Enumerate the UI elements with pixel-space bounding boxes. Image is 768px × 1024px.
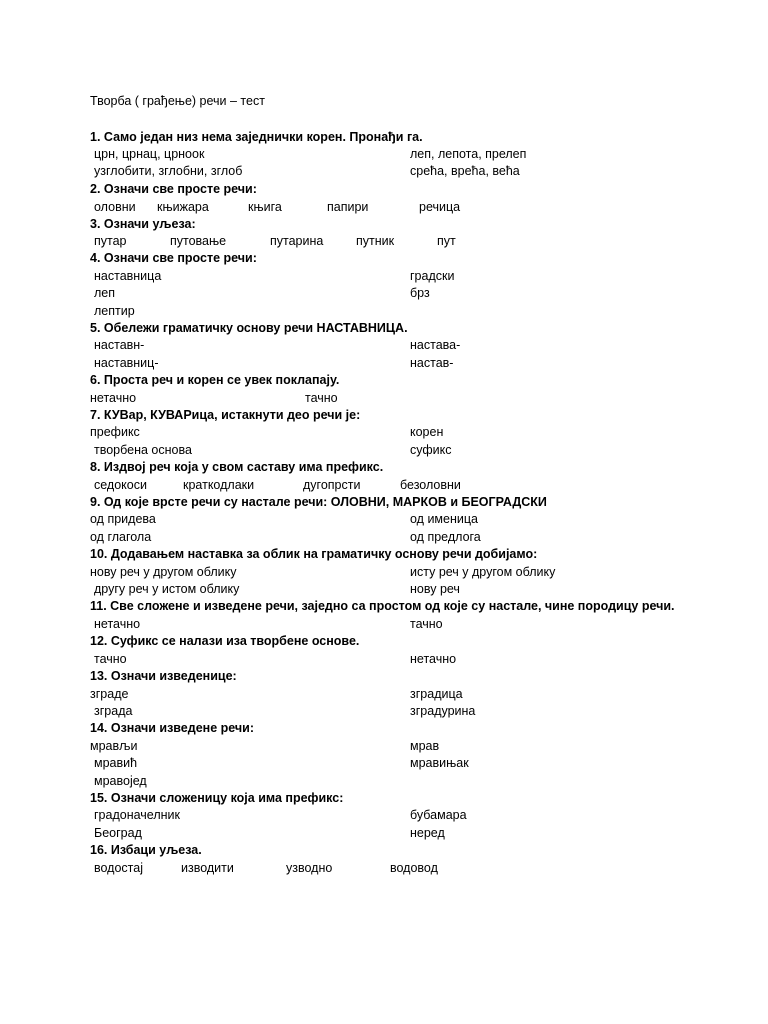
answer-option: нетачно: [410, 652, 457, 666]
answer-option: лептир: [94, 304, 135, 318]
answer-option: тачно: [410, 617, 443, 631]
answer-option: мравињак: [410, 756, 469, 770]
answer-option: седокоси: [94, 478, 147, 492]
answer-option: бубамара: [410, 808, 467, 822]
answer-option: леп, лепота, прелеп: [410, 147, 527, 161]
answer-option: нову реч у другом облику: [90, 565, 237, 579]
answer-option: зграда: [94, 704, 133, 718]
question-11: 11. Све сложене и изведене речи, заједно са простом од које су настале, чине породицу речи.: [90, 599, 675, 613]
answer-option: корен: [410, 425, 444, 439]
answer-option: водостај: [94, 861, 143, 875]
answer-option: наставниц-: [94, 356, 159, 370]
answer-option: од придева: [90, 512, 156, 526]
answer-option: леп: [94, 286, 116, 300]
question-1: 1. Само један низ нема заједнички корен. Пронађи га.: [90, 130, 423, 144]
answer-option: узглобити, зглобни, зглоб: [94, 164, 243, 178]
question-3: 3. Означи уљеза:: [90, 217, 196, 231]
answer-option: нетачно: [90, 391, 137, 405]
answer-option: творбена основа: [94, 443, 192, 457]
answer-option: срећа, врећа, већа: [410, 164, 520, 178]
answer-option: тачно: [305, 391, 338, 405]
answer-option: путарина: [270, 234, 324, 248]
answer-option: безоловни: [400, 478, 461, 492]
answer-option: од именица: [410, 512, 478, 526]
answer-option: исту реч у другом облику: [410, 565, 556, 579]
answer-option: од предлога: [410, 530, 481, 544]
answer-option: књижара: [157, 200, 209, 214]
answer-option: градски: [410, 269, 455, 283]
answer-option: нову реч: [410, 582, 460, 596]
answer-option: краткодлаки: [183, 478, 255, 492]
question-2: 2. Означи све просте речи:: [90, 182, 257, 196]
answer-option: мрав: [410, 739, 440, 753]
answer-option: мрављи: [90, 739, 138, 753]
answer-option: дугопрсти: [303, 478, 361, 492]
answer-option: оловни: [94, 200, 136, 214]
answer-option: црн, црнац, црноок: [94, 147, 205, 161]
answer-option: путовање: [170, 234, 227, 248]
answer-option: префикс: [90, 425, 140, 439]
answer-option: наставн-: [94, 338, 145, 352]
question-10: 10. Додавањем наставка за облик на граматичку основу речи добијамо:: [90, 547, 538, 561]
question-6: 6. Проста реч и корен се увек поклапају.: [90, 373, 340, 387]
answer-option: нетачно: [94, 617, 141, 631]
question-9: 9. Од које врсте речи су настале речи: ОЛОВНИ, МАРКОВ и БЕОГРАДСКИ: [90, 495, 547, 509]
answer-option: другу реч у истом облику: [94, 582, 240, 596]
answer-option: суфикс: [410, 443, 452, 457]
question-15: 15. Означи сложеницу која има префикс:: [90, 791, 344, 805]
answer-option: брз: [410, 286, 430, 300]
answer-option: од глагола: [90, 530, 152, 544]
answer-option: путар: [94, 234, 127, 248]
answer-option: Београд: [94, 826, 142, 840]
answer-option: узводно: [286, 861, 333, 875]
answer-option: зградица: [410, 687, 463, 701]
answer-option: наставница: [94, 269, 162, 283]
question-5: 5. Обележи граматичку основу речи НАСТАВНИЦА.: [90, 321, 408, 335]
question-12: 12. Суфикс се налази иза творбене основе.: [90, 634, 360, 648]
answer-option: водовод: [390, 861, 438, 875]
answer-option: зграде: [90, 687, 129, 701]
answer-option: папири: [327, 200, 369, 214]
answer-option: путник: [356, 234, 395, 248]
answer-option: изводити: [181, 861, 234, 875]
question-8: 8. Издвој реч која у свом саставу има префикс.: [90, 460, 384, 474]
answer-option: настав-: [410, 356, 454, 370]
answer-option: књига: [248, 200, 282, 214]
answer-option: речица: [419, 200, 461, 214]
question-14: 14. Означи изведене речи:: [90, 721, 255, 735]
question-16: 16. Избаци уљеза.: [90, 843, 202, 857]
answer-option: пут: [437, 234, 456, 248]
answer-option: неред: [410, 826, 445, 840]
answer-option: зградурина: [410, 704, 476, 718]
answer-option: тачно: [94, 652, 127, 666]
answer-option: мравојед: [94, 774, 147, 788]
answer-option: градоначелник: [94, 808, 180, 822]
question-4: 4. Означи све просте речи:: [90, 251, 257, 265]
question-7: 7. КУВар, КУВАРица, истакнути део речи је:: [90, 408, 361, 422]
question-13: 13. Означи изведенице:: [90, 669, 237, 683]
document-title: Творба ( грађење) речи – тест: [90, 94, 265, 108]
answer-option: мравић: [94, 756, 138, 770]
answer-option: настава-: [410, 338, 461, 352]
